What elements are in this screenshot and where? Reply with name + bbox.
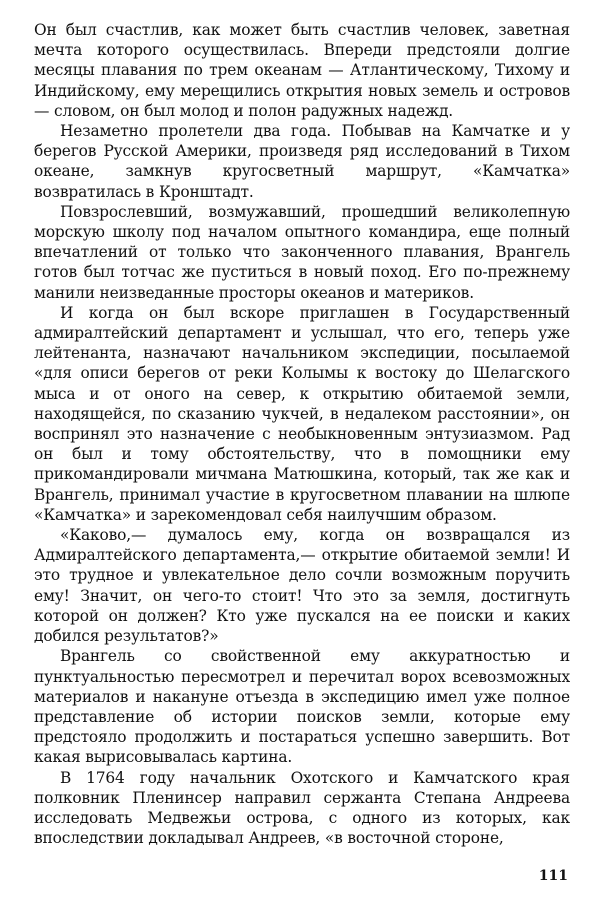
paragraph-5: «Каково,— думалось ему, когда он возвращался из Адмиралтейского департамента,— открытие обитаемой земли! И это трудное и увлекательное дело сочли возможным поручить ему! Значит, он чего-то стоит! Что это за земля, достигнуть которой он должен? Кто уже пускался на ее поиски и каких добился результатов?» <box>34 526 570 646</box>
paragraph-3: Повзрослевший, возмужавший, прошедший великолепную морскую школу под началом опытного командира, еще полный впечатлений от только что законченного плавания, Врангель готов был тотчас же пуститься в новый поход. Его по-прежнему манили неизведанные просторы океанов и материков. <box>34 202 570 302</box>
paragraph-7: В 1764 году начальник Охотского и Камчатского края полковник Пленинсер направил сержанта Степана Андреева исследовать Медвежьи острова, с одного из которых, как впоследствии докладывал Андреев, «в восточной стороне, <box>34 768 570 848</box>
paragraph-1: Он был счастлив, как может быть счастлив человек, заветная мечта которого осуществилась. Впереди предстояли долгие месяцы плавания по трем океанам — Атлантическому, Тихому и Индийскому, ему мерещились открытия новых земель и островов — словом, он был молод и полон радужных надежд. <box>34 21 570 120</box>
paragraph-6: Врангель со свойственной ему аккуратностью и пунктуальностью пересмотрел и перечитал ворох всевозможных материалов и накануне отъезда в экспедицию имел уже полное представление об истории поисков земли, которые ему предстояло продолжить и постараться успешно завершить. Вот какая вырисовывалась картина. <box>34 647 570 767</box>
page-number: 111 <box>538 868 568 884</box>
page-body <box>34 20 570 848</box>
paragraph-4: И когда он был вскоре приглашен в Государственный адмиралтейский департамент и услышал, что его, теперь уже лейтенанта, назначают начальником экспедиции, посылаемой «для описи берегов от реки Колымы к востоку до Шелагского мыса и от оного на север, к открытию обитаемой земли, находящейся, по сказанию чукчей, в недалеком расстоянии», он воспринял это назначение с необыкновенным энтузиазмом. Рад он был и тому обстоятельству, что в помощники ему прикомандировали мичмана Матюшкина, который, так же как и Врангель, принимал участие в кругосветном плавании на шлюпе «Камчатка» и зарекомендовал себя наилучшим образом. <box>34 303 570 524</box>
paragraph-2: Незаметно пролетели два года. Побывав на Камчатке и у берегов Русской Америки, произведя ряд исследований в Тихом океане, замкнув кругосветный маршрут, «Камчатка» возвратилась в Кронштадт. <box>34 122 570 201</box>
